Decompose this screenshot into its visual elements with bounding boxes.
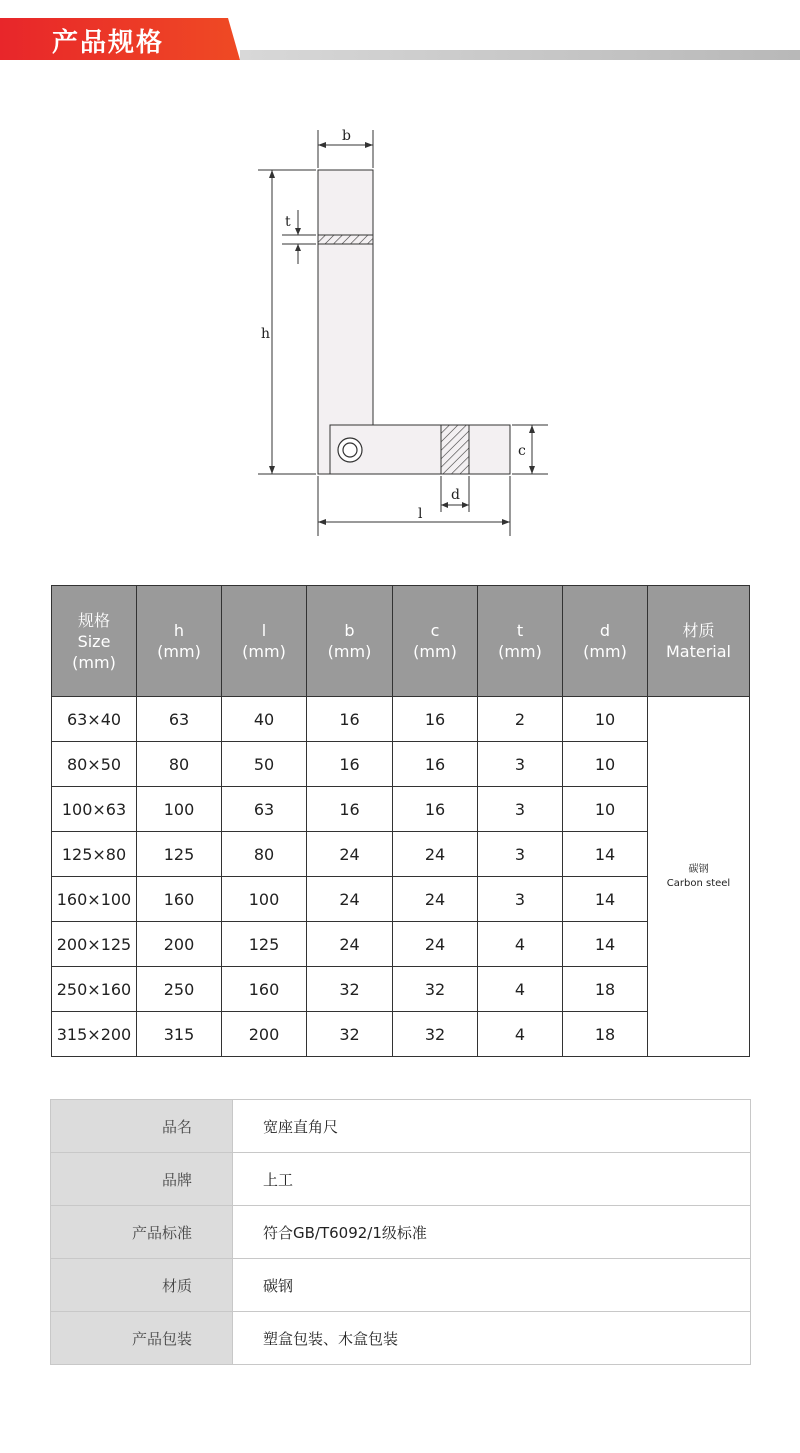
- cell-t: 3: [478, 832, 563, 877]
- base-hatch-section: [441, 425, 469, 474]
- cell-size: 100×63: [52, 787, 137, 832]
- cell-size: 315×200: [52, 1012, 137, 1057]
- cell-c: 16: [393, 742, 478, 787]
- cell-b: 24: [307, 877, 393, 922]
- cell-t: 4: [478, 922, 563, 967]
- table-row: [52, 967, 750, 1012]
- blade-hatch-section: [318, 235, 373, 244]
- cell-b: 16: [307, 697, 393, 742]
- spec-header-row: [52, 586, 750, 697]
- cell-c: 24: [393, 832, 478, 877]
- info-key: 产品标准: [51, 1206, 233, 1259]
- cell-l: 100: [222, 877, 307, 922]
- table-row: [52, 787, 750, 832]
- info-key: 产品包装: [51, 1312, 233, 1365]
- cell-b: 16: [307, 742, 393, 787]
- square-diagram: [0, 110, 800, 550]
- cell-l: 160: [222, 967, 307, 1012]
- cell-c: 24: [393, 922, 478, 967]
- cell-b: 32: [307, 1012, 393, 1057]
- info-value: 宽座直角尺: [233, 1100, 751, 1153]
- cell-size: 80×50: [52, 742, 137, 787]
- info-row: [51, 1259, 751, 1312]
- cell-material: 碳钢 Carbon steel: [648, 697, 750, 1057]
- header-b: b (mm): [307, 586, 393, 697]
- cell-h: 125: [137, 832, 222, 877]
- cell-t: 3: [478, 742, 563, 787]
- section-header: [0, 18, 800, 60]
- cell-d: 14: [563, 877, 648, 922]
- table-row: [52, 877, 750, 922]
- page-title: 产品规格: [52, 28, 165, 58]
- cell-h: 100: [137, 787, 222, 832]
- cell-size: 63×40: [52, 697, 137, 742]
- label-c: c: [518, 443, 526, 459]
- header-h: h (mm): [137, 586, 222, 697]
- table-row: [52, 697, 750, 742]
- cell-t: 4: [478, 1012, 563, 1057]
- cell-b: 32: [307, 967, 393, 1012]
- header-l: l (mm): [222, 586, 307, 697]
- cell-c: 32: [393, 1012, 478, 1057]
- cell-c: 16: [393, 787, 478, 832]
- cell-b: 16: [307, 787, 393, 832]
- cell-c: 24: [393, 877, 478, 922]
- cell-d: 18: [563, 1012, 648, 1057]
- cell-b: 24: [307, 922, 393, 967]
- header-t: t (mm): [478, 586, 563, 697]
- cell-d: 18: [563, 967, 648, 1012]
- cell-size: 125×80: [52, 832, 137, 877]
- cell-h: 315: [137, 1012, 222, 1057]
- cell-h: 160: [137, 877, 222, 922]
- header-divider: [240, 50, 800, 60]
- label-h: h: [261, 326, 271, 342]
- info-row: [51, 1312, 751, 1365]
- label-l: l: [418, 506, 423, 522]
- cell-size: 160×100: [52, 877, 137, 922]
- cell-l: 80: [222, 832, 307, 877]
- table-row: [52, 922, 750, 967]
- cell-d: 14: [563, 922, 648, 967]
- cell-h: 200: [137, 922, 222, 967]
- cell-h: 63: [137, 697, 222, 742]
- info-table: [50, 1099, 751, 1365]
- info-key: 材质: [51, 1259, 233, 1312]
- label-d: d: [451, 487, 460, 503]
- cell-l: 40: [222, 697, 307, 742]
- spec-table: [51, 585, 750, 1057]
- cell-l: 200: [222, 1012, 307, 1057]
- info-value: 碳钢: [233, 1259, 751, 1312]
- cell-size: 250×160: [52, 967, 137, 1012]
- cell-d: 14: [563, 832, 648, 877]
- cell-t: 4: [478, 967, 563, 1012]
- info-row: [51, 1100, 751, 1153]
- label-t: t: [285, 214, 291, 230]
- cell-l: 50: [222, 742, 307, 787]
- cell-b: 24: [307, 832, 393, 877]
- table-row: [52, 742, 750, 787]
- info-row: [51, 1153, 751, 1206]
- cell-c: 16: [393, 697, 478, 742]
- info-key: 品牌: [51, 1153, 233, 1206]
- cell-t: 3: [478, 787, 563, 832]
- cell-l: 63: [222, 787, 307, 832]
- cell-d: 10: [563, 787, 648, 832]
- info-value: 符合GB/T6092/1级标准: [233, 1206, 751, 1259]
- table-row: [52, 832, 750, 877]
- cell-t: 2: [478, 697, 563, 742]
- cell-d: 10: [563, 697, 648, 742]
- info-value: 塑盒包装、木盒包装: [233, 1312, 751, 1365]
- info-row: [51, 1206, 751, 1259]
- cell-h: 80: [137, 742, 222, 787]
- cell-d: 10: [563, 742, 648, 787]
- header-c: c (mm): [393, 586, 478, 697]
- header-size: 规格 Size (mm): [52, 586, 137, 697]
- table-row: [52, 1012, 750, 1057]
- cell-h: 250: [137, 967, 222, 1012]
- label-b: b: [342, 128, 351, 144]
- header-material: 材质 Material: [648, 586, 750, 697]
- cell-c: 32: [393, 967, 478, 1012]
- cell-t: 3: [478, 877, 563, 922]
- info-value: 上工: [233, 1153, 751, 1206]
- cell-l: 125: [222, 922, 307, 967]
- header-d: d (mm): [563, 586, 648, 697]
- cell-size: 200×125: [52, 922, 137, 967]
- info-key: 品名: [51, 1100, 233, 1153]
